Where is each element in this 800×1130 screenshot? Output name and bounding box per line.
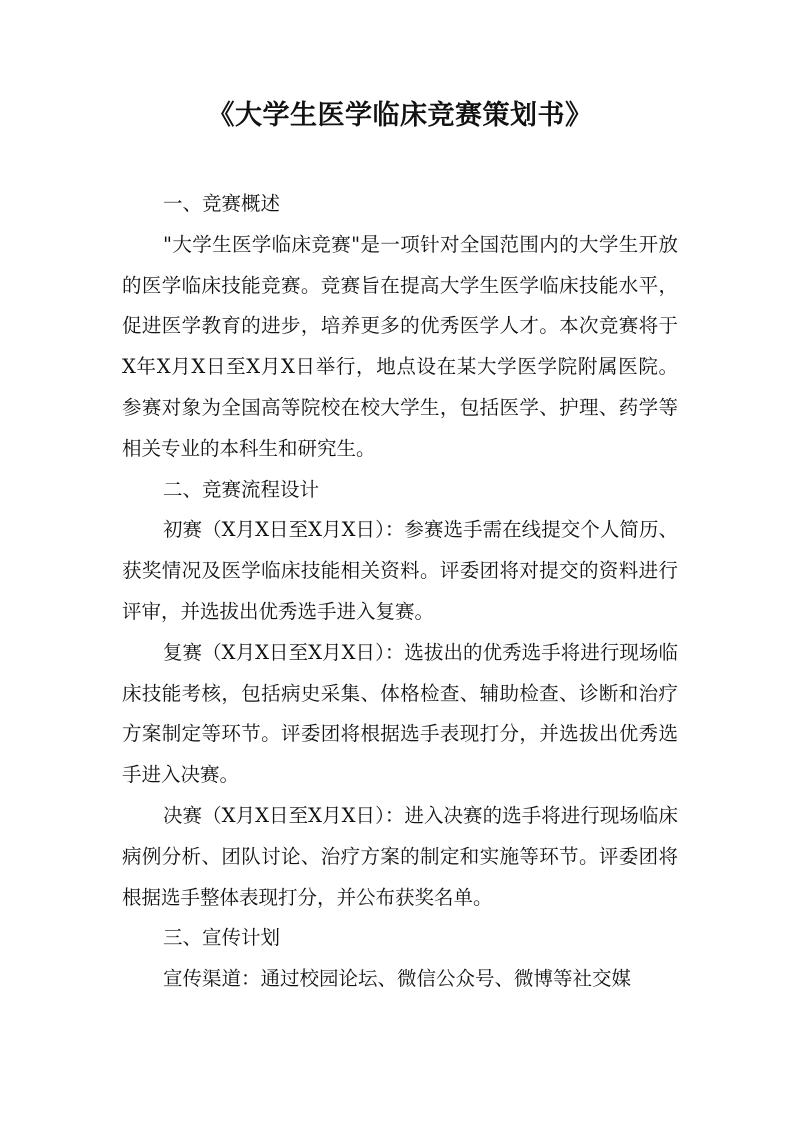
paragraph-preliminary: 初赛（X月X日至X月X日）：参赛选手需在线提交个人简历、获奖情况及医学临床技能相关资料。评委团将对提交的资料进行评审，并选拔出优秀选手进入复赛。 <box>122 518 678 623</box>
paragraph-overview: "大学生医学临床竞赛"是一项针对全国范围内的大学生开放的医学临床技能竞赛。竞赛旨在提高大学生医学临床技能水平，促进医学教育的进步，培养更多的优秀医学人才。本次竞赛将于X年X月X日至X月X日举行，地点设在某大学医学院附属医院。参赛对象为全国高等院校在校大学生，包括医学、护理、药学等相关专业的本科生和研究生。 <box>122 232 678 460</box>
paragraph-semifinal: 复赛（X月X日至X月X日）：选拔出的优秀选手将进行现场临床技能考核，包括病史采集、体格检查、辅助检查、诊断和治疗方案制定等环节。评委团将根据选手表现打分，并选拔出优秀选手进入决赛。 <box>122 640 678 787</box>
section-heading-promotion: 三、宣传计划 <box>163 926 281 950</box>
document-body <box>122 184 678 1000</box>
section-heading-overview: 一、竞赛概述 <box>163 192 281 215</box>
paragraph-promotion-channels: 宣传渠道：通过校园论坛、微信公众号、微博等社交媒 <box>163 967 632 991</box>
document-title: 《大学生医学临床竞赛策划书》 <box>207 100 593 131</box>
paragraph-final: 决赛（X月X日至X月X日）：进入决赛的选手将进行现场临床病例分析、团队讨论、治疗方案的制定和实施等环节。评委团将根据选手整体表现打分，并公布获奖名单。 <box>122 803 678 909</box>
section-heading-process: 二、竞赛流程设计 <box>163 477 320 501</box>
